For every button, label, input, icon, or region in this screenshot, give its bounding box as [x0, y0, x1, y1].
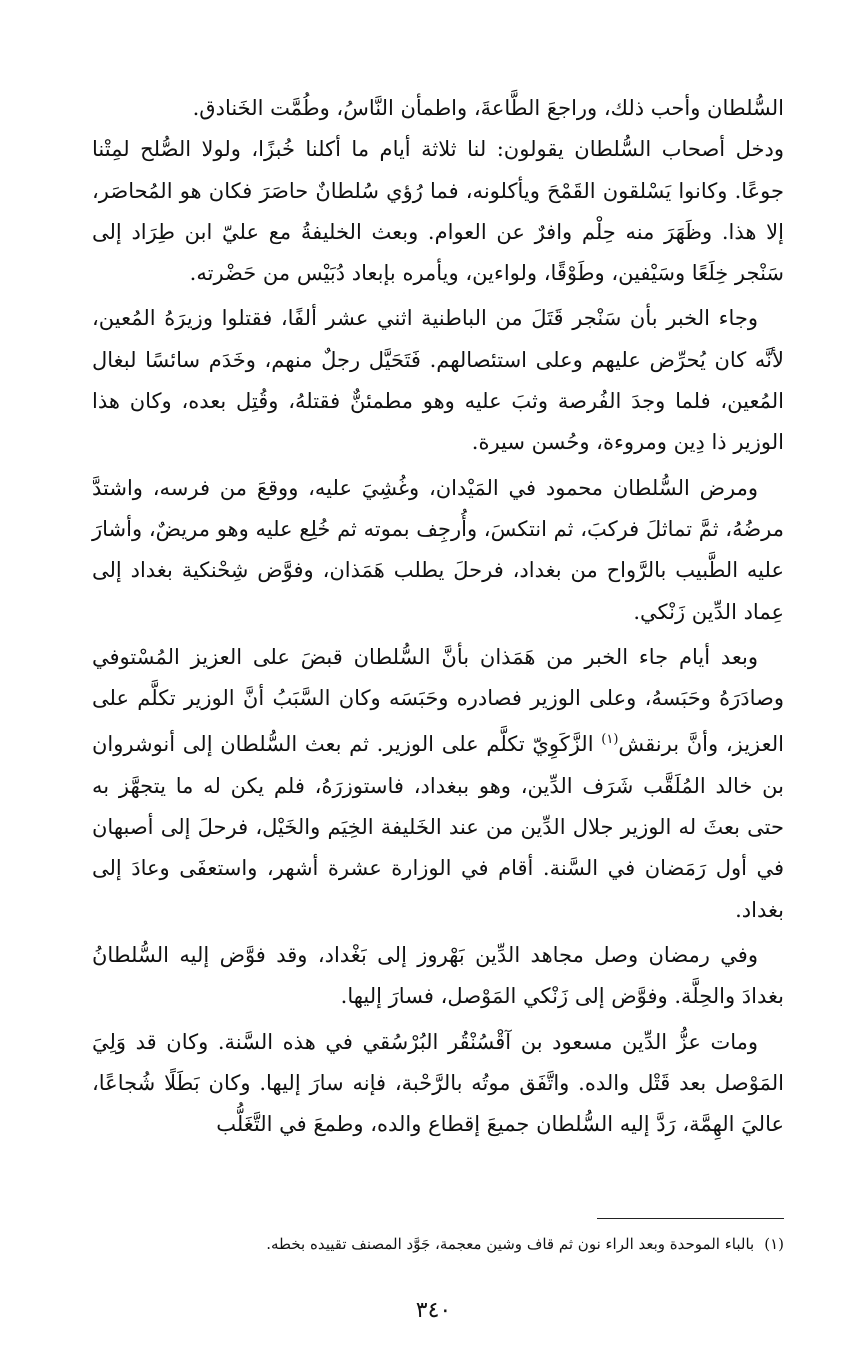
footnote-text: بالباء الموحدة وبعد الراء نون ثم قاف وشين معجمة، جَوَّد المصنف تقييده بخطه.	[266, 1235, 755, 1253]
paragraph-text: وبعد أيام جاء الخبر من هَمَذان بأنَّ السُّلطان قبضَ على العزيز المُسْتوفي وصادَرَهُ وحَبَسهُ، وعلى الوزير فصادره وحَبَسَه وكان السَّبَبُ أنَّ الوزير تكلَّم على العزيز، وأنَّ برنقش	[92, 644, 784, 757]
paragraph: السُّلطان وأحب ذلك، وراجعَ الطَّاعةَ، واطمأن النَّاسُ، وطُمَّت الخَنادق.	[192, 96, 784, 120]
footnote-number: (١)	[764, 1235, 784, 1253]
paragraph-text: الزَّكَوِيّ تكلَّم على الوزير. ثم بعث السُّلطان إلى أنوشروان بن خالد المُلَقَّب شَرَف الدِّين، وهو ببغداد، فاستوزرَهُ، فلم يكن له ما يتجهَّز به حتى بعثَ له الوزير جلال الدِّين من عند الخَليفة الخِيَم والخَيْل، فرحلَ إلى أصبهان في أول رَمَضان في السَّنة. أقام في الوزارة عشرة أشهر، واستعفَى وعادَ إلى بغداد.	[92, 732, 784, 922]
footnote	[92, 1232, 784, 1256]
page-number: ٣٤٠	[415, 1298, 452, 1323]
paragraph: وفي رمضان وصل مجاهد الدِّين بَهْروز إلى بَغْداد، وقد فوَّض إليه السُّلطانُ بغدادَ والحِلَّة. وفوَّض إلى زَنْكي المَوْصل، فسارَ إليها.	[92, 942, 784, 1009]
paragraph: وجاء الخبر بأن سَنْجر قَتَلَ من الباطنية اثني عشر ألفًا، فقتلوا وزيرَهُ المُعين، لأنَّه كان يُحرِّض عليهم وعلى استئصالهم. فَتَحَيَّل رجلٌ منهم، وخَدَم سائسًا لبغال المُعين، فلما وجدَ الفُرصة وثبَ عليه وهو مطمئنٌّ فقتلهُ، وقُتِل بعده، وكان هذا الوزير ذا دِين ومروءة، وحُسن سيرة.	[92, 306, 784, 455]
footnote-marker: (١)	[601, 732, 619, 748]
paragraph: ومات عزُّ الدِّين مسعود بن آقْسُنْقُر البُرْسُقي في هذه السَّنة. وكان قد وَلِيَ المَوْصل بعد قَتْل والده. واتَّفَق موتُه بالرَّحْبة، فإنه سارَ إليها. وكان بَطَلًا شُجاعًا، عاليَ الهِمَّة، رَدَّ إليه السُّلطان جميعَ إقطاع والده، وطمعَ في التَّغَلُّب	[92, 1029, 784, 1137]
paragraph: ودخل أصحاب السُّلطان يقولون: لنا ثلاثة أيام ما أكلنا خُبزًا، ولولا الصُّلح لمِتْنا جوعًا. وكانوا يَسْلقون القَمْحَ ويأكلونه، فما رُؤي سُلطانٌ حاصَرَ فكان هو المُحاصَر، إلا هذا. وظَهَرَ منه حِلْم وافرٌ عن العوام. وبعث الخليفةُ مع عليّ ابن طِرَاد إلى سَنْجر خِلَعًا وسَيْفين، وطَوْقًا، ولواءين، ويأمره بإبعاد دُبَيْس من حَضْرته.	[92, 137, 784, 286]
footnote-divider	[597, 1218, 784, 1219]
main-text	[92, 88, 784, 1145]
paragraph: ومرض السُّلطان محمود في المَيْدان، وغُشِيَ عليه، ووقعَ من فرسه، واشتدَّ مرضُهُ، ثمَّ تماثلَ فركبَ، ثم انتكسَ، وأُرجِف بموته ثم خُلِع عليه وهو مريضٌ، وأشارَ عليه الطَّبيب بالرَّواح من بغداد، فرحلَ يطلب هَمَذان، وفوَّض شِحْنكية بغداد إلى عِماد الدِّين زَنْكي.	[92, 475, 784, 624]
paragraph	[92, 637, 784, 931]
